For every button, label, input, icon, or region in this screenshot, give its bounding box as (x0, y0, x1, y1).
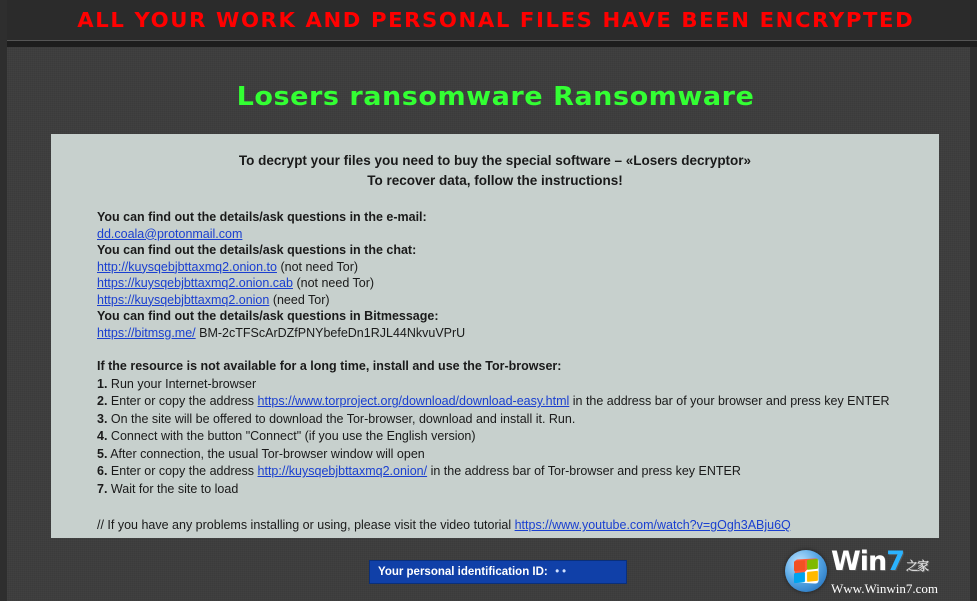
tor-step (97, 410, 893, 428)
tor-step (97, 392, 893, 410)
watermark-brand-cn: 之家 (906, 559, 929, 573)
tor-step (97, 445, 893, 463)
banner-divider (7, 40, 977, 47)
step-text-post: in the address bar of Tor-browser and press key ENTER (427, 464, 741, 478)
step-text: Connect with the button "Connect" (if you use the English version) (107, 429, 476, 443)
chat-link-1-note: (not need Tor) (280, 259, 359, 274)
step-number: 4. (97, 429, 108, 443)
tor-step (97, 462, 893, 480)
tor-step (97, 480, 893, 498)
chat-link-2-note: (not need Tor) (296, 276, 375, 290)
bitmessage-heading: You can find out the details/ask questions in Bitmessage: (97, 309, 439, 323)
step-number: 1. (97, 376, 108, 391)
windows-flag-icon (794, 559, 818, 584)
windows-logo-icon (785, 550, 827, 592)
watermark-brand-seven: 7 (886, 546, 905, 577)
bitmessage-address: BM-2cTFScArDZfPNYbefeDn1RJL44NkvuVPrU (199, 325, 466, 340)
tor-steps (97, 375, 893, 498)
chat-link-row (97, 259, 893, 276)
personal-id-label: Your personal identification ID: (378, 566, 548, 578)
instructions-panel (51, 134, 939, 538)
chat-link-row (97, 292, 893, 309)
personal-id-value[interactable]: •• (553, 565, 568, 579)
chat-link-2[interactable]: https://kuysqebjbttaxmq2.onion.cab (97, 276, 293, 290)
email-link[interactable]: dd.coala@protonmail.com (97, 226, 243, 241)
step-number: 7. (97, 481, 108, 496)
step-text: Wait for the site to load (107, 481, 239, 496)
top-banner (7, 0, 977, 40)
chat-link-3-note: (need Tor) (272, 292, 330, 307)
step-number: 3. (97, 411, 108, 426)
step-text-post: in the address bar of your browser and press key ENTER (569, 394, 890, 408)
bitmessage-link[interactable]: https://bitmsg.me/ (97, 325, 196, 340)
step-number: 6. (97, 464, 108, 478)
tor-heading: If the resource is not available for a long time, install and use the Tor-browser: (97, 359, 562, 373)
step-text: After connection, the usual Tor-browser window will open (107, 446, 425, 461)
personal-id-bar[interactable] (369, 560, 627, 584)
step-number: 5. (97, 446, 108, 461)
chat-link-row (97, 275, 893, 292)
video-tutorial-note (97, 497, 893, 534)
panel-body (51, 191, 939, 534)
step-link[interactable]: https://www.torproject.org/download/download-easy.html (257, 394, 570, 408)
step-link[interactable]: http://kuysqebjbttaxmq2.onion/ (257, 464, 428, 478)
note-text: // If you have any problems installing or using, please visit the video tutorial (97, 518, 515, 532)
step-text: Run your Internet-browser (107, 376, 257, 391)
email-heading: You can find out the details/ask questions in the e-mail: (97, 210, 427, 224)
step-text: Enter or copy the address (107, 464, 258, 478)
email-row (97, 226, 893, 243)
bitmessage-row (97, 325, 893, 342)
step-text: Enter or copy the address (107, 394, 258, 408)
chat-link-3[interactable]: https://kuysqebjbttaxmq2.onion (97, 292, 270, 307)
watermark-text (831, 548, 938, 597)
watermark-url: Www.Winwin7.com (831, 581, 938, 596)
step-text: On the site will be offered to download the Tor-browser, download and install it. Run. (107, 411, 576, 426)
watermark-brand-word: Win (831, 546, 887, 577)
chat-heading: You can find out the details/ask questions in the chat: (97, 243, 417, 257)
headline-line-2: To recover data, follow the instructions! (367, 173, 623, 188)
panel-headline (51, 134, 939, 191)
tor-step (97, 375, 893, 393)
page-title: Losers ransomware Ransomware (236, 82, 755, 112)
headline-line-1: To decrypt your files you need to buy the special software – «Losers decryptor» (238, 153, 752, 168)
step-number: 2. (97, 394, 108, 408)
watermark (785, 548, 977, 600)
spacer (97, 341, 893, 358)
banner-text: ALL YOUR WORK AND PERSONAL FILES HAVE BEEN ENCRYPTED (76, 8, 914, 32)
chat-link-1[interactable]: http://kuysqebjbttaxmq2.onion.to (97, 259, 277, 274)
tor-step (97, 427, 893, 445)
watermark-brand (831, 548, 938, 580)
video-tutorial-link[interactable]: https://www.youtube.com/watch?v=gOgh3ABju6Q (514, 518, 791, 532)
